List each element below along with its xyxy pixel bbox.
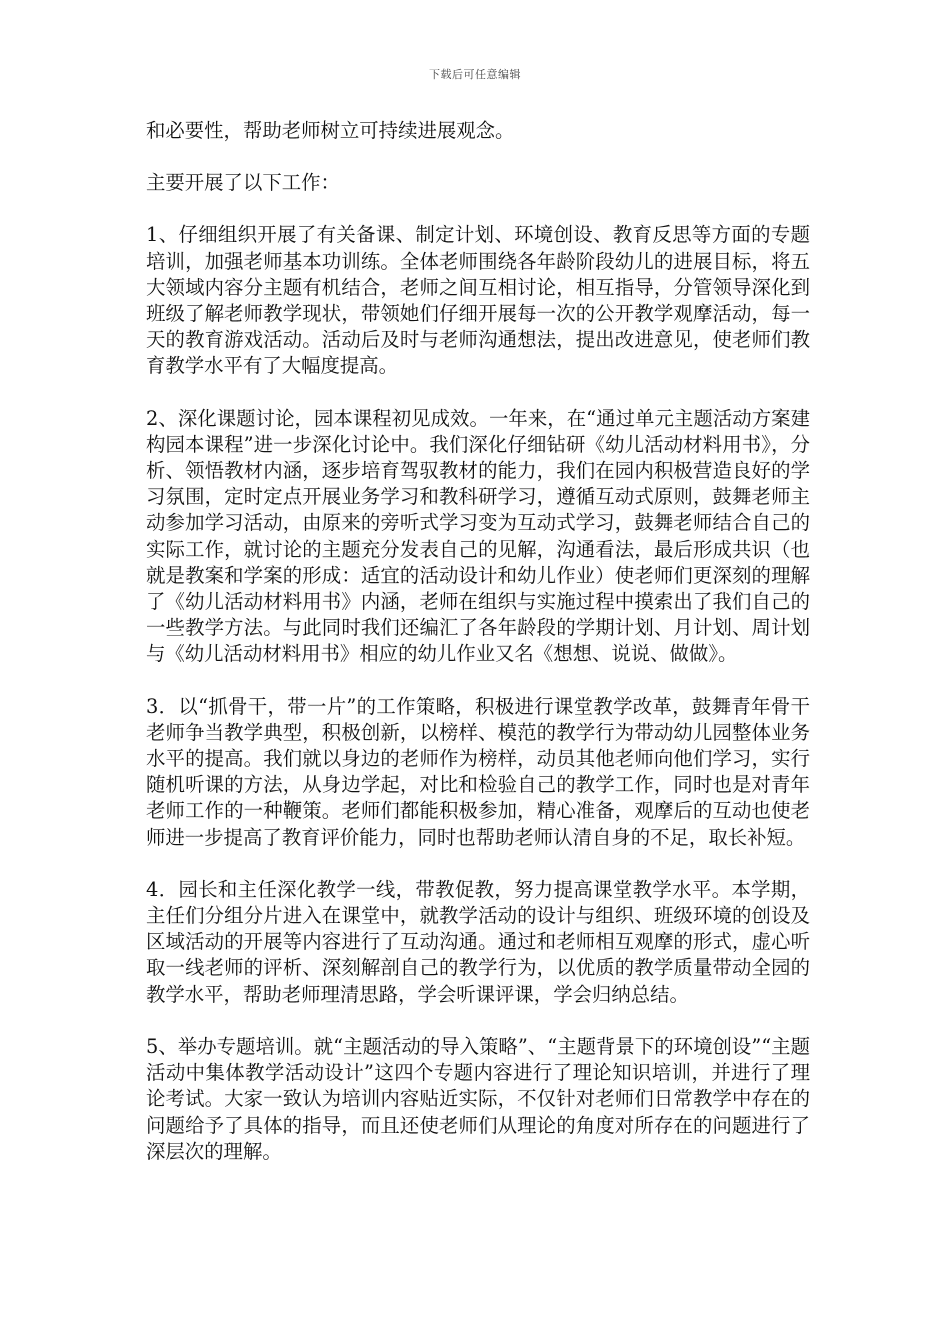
paragraph-item-4: 4．园长和主任深化教学一线，带教促教，努力提高课堂教学水平。本学期，主任们分组分片进入在课堂中，就教学活动的设计与组织、班级环境的创设及区域活动的开展等内容进行了互动沟通。通过和老师相互观摩的形式，虚心听取一线老师的评析、深刻解剖自己的教学行为，以优质的教学质量带动全园的教学水平，帮助老师理清思路，学会听课评课，学会归纳总结。	[146, 877, 810, 1006]
paragraph-item-1: 1、仔细组织开展了有关备课、制定计划、环境创设、教育反思等方面的专题培训，加强老师基本功训练。全体老师围绕各年龄阶段幼儿的进展目标，将五大领域内容分主题有机结合，老师之间互相讨论，相互指导，分管领导深化到班级了解老师教学现状，带领她们仔细开展每一次的公开教学观摩活动，每一天的教育游戏活动。活动后及时与老师沟通想法，提出改进意见，使老师们教育教学水平有了大幅度提高。	[146, 223, 810, 378]
page-header-note: 下载后可任意编辑	[429, 68, 521, 81]
paragraph-intro-continuation: 和必要性，帮助老师树立可持续进展观念。	[146, 119, 515, 142]
paragraph-item-5: 5、举办专题培训。就“主题活动的导入策略”、“主题背景下的环境创设”“主题活动中集体教学活动设计”这四个专题内容进行了理论知识培训，并进行了理论考试。大家一致认为培训内容贴近实际，不仅针对老师们日常教学中存在的问题给予了具体的指导，而且还使老师们从理论的角度对所存在的问题进行了深层次的理解。	[146, 1034, 810, 1163]
paragraph-item-2: 2、深化课题讨论，园本课程初见成效。一年来，在“通过单元主题活动方案建构园本课程”进一步深化讨论中。我们深化仔细钻研《幼儿活动材料用书》，分析、领悟教材内涵，逐步培育驾驭教材的能力，我们在园内积极营造良好的学习氛围，定时定点开展业务学习和教科研学习，遵循互动式原则，鼓舞老师主动参加学习活动，由原来的旁听式学习变为互动式学习，鼓舞老师结合自己的实际工作，就讨论的主题充分发表自己的见解，沟通看法，最后形成共识（也就是教案和学案的形成：适宜的活动设计和幼儿作业）使老师们更深刻的理解了《幼儿活动材料用书》内涵，老师在组织与实施过程中摸索出了我们自己的一些教学方法。与此同时我们还编汇了各年龄段的学期计划、月计划、周计划与《幼儿活动材料用书》相应的幼儿作业又名《想想、说说、做做》。	[146, 406, 810, 666]
document-body	[146, 118, 810, 1191]
paragraph-item-3: 3．以“抓骨干，带一片”的工作策略，积极进行课堂教学改革，鼓舞青年骨干老师争当教学典型，积极创新，以榜样、模范的教学行为带动幼儿园整体业务水平的提高。我们就以身边的老师作为榜样，动员其他老师向他们学习，实行随机听课的方法，从身边学起，对比和检验自己的教学工作，同时也是对青年老师工作的一种鞭策。老师们都能积极参加，精心准备，观摩后的互动也使老师进一步提高了教育评价能力，同时也帮助老师认清自身的不足，取长补短。	[146, 694, 810, 849]
paragraph-work-heading: 主要开展了以下工作：	[146, 171, 340, 195]
